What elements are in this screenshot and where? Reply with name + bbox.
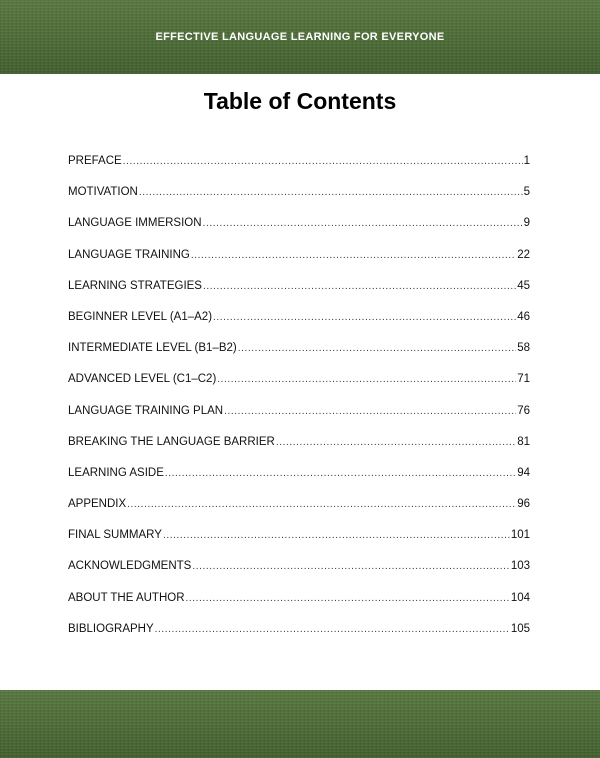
toc-entry-title: PREFACE	[68, 155, 122, 167]
toc-entry-page: 94	[517, 466, 530, 479]
toc-entry-learning-aside[interactable]	[68, 467, 530, 498]
toc-entry-title: ADVANCED LEVEL (C1–C2)	[68, 373, 217, 386]
dot-leader	[276, 437, 516, 448]
toc-entry-final-summary[interactable]	[68, 529, 530, 560]
toc-entry-title: LANGUAGE TRAINING	[68, 248, 190, 261]
toc-entry-page: 71	[517, 373, 530, 386]
dot-leader	[186, 593, 510, 604]
toc-entry-appendix[interactable]	[68, 498, 530, 529]
toc-entry-page: 5	[523, 186, 530, 199]
toc-entry-page: 103	[510, 560, 530, 573]
toc-entry-title: MOTIVATION	[68, 186, 138, 199]
dot-leader	[139, 187, 523, 198]
page-title: Table of Contents	[203, 88, 397, 114]
dot-leader	[127, 499, 516, 510]
toc-entry-page: 76	[517, 404, 530, 417]
toc-entry-title: INTERMEDIATE LEVEL (B1–B2)	[68, 342, 237, 355]
toc-entry-title: BIBLIOGRAPHY	[68, 622, 154, 635]
toc-entry-bibliography[interactable]	[68, 623, 530, 654]
dot-leader	[203, 281, 516, 292]
toc-entry-beginner-level[interactable]	[68, 311, 530, 342]
toc-entry-breaking-the-language-barrier[interactable]	[68, 436, 530, 467]
dot-leader	[163, 530, 510, 541]
toc-entry-title: ACKNOWLEDGMENTS	[68, 560, 192, 573]
toc-entry-page: 1	[523, 155, 530, 167]
toc-entry-language-training[interactable]	[68, 249, 530, 280]
toc-entry-page: 9	[523, 217, 530, 230]
dot-leader	[155, 624, 510, 635]
toc-entry-advanced-level[interactable]	[68, 373, 530, 404]
toc-entry-acknowledgments[interactable]	[68, 560, 530, 591]
dot-leader	[191, 250, 516, 261]
toc-entry-page: 58	[517, 342, 530, 355]
toc-entry-page: 96	[517, 498, 530, 511]
toc-entry-intermediate-level[interactable]	[68, 342, 530, 373]
dot-leader	[123, 156, 523, 167]
dot-leader	[203, 218, 523, 229]
dot-leader	[165, 468, 516, 479]
dot-leader	[224, 406, 516, 417]
toc-entry-title: LANGUAGE TRAINING PLAN	[68, 404, 224, 417]
toc-entry-page: 101	[510, 529, 530, 542]
toc-entry-title: FINAL SUMMARY	[68, 529, 162, 542]
toc-entry-page: 105	[510, 622, 530, 635]
dot-leader	[238, 343, 516, 354]
toc-entry-title: APPENDIX	[68, 498, 127, 511]
dot-leader	[192, 561, 509, 572]
toc-entry-about-the-author[interactable]	[68, 592, 530, 623]
toc-entry-language-immersion[interactable]	[68, 217, 530, 248]
toc-entry-title: LANGUAGE IMMERSION	[68, 217, 202, 230]
toc-entry-title: ABOUT THE AUTHOR	[68, 591, 185, 604]
running-header: EFFECTIVE LANGUAGE LEARNING FOR EVERYONE	[155, 31, 445, 43]
toc-entry-title: LEARNING ASIDE	[68, 466, 164, 479]
toc-entry-language-training-plan[interactable]	[68, 405, 530, 436]
dot-leader	[217, 374, 516, 385]
toc-entry-page: 46	[517, 310, 530, 323]
toc-entry-title: BREAKING THE LANGUAGE BARRIER	[68, 435, 275, 448]
dot-leader	[213, 312, 516, 323]
toc-entry-learning-strategies[interactable]	[68, 280, 530, 311]
footer-band	[0, 690, 600, 758]
toc-entry-motivation[interactable]	[68, 186, 530, 217]
toc-entry-title: BEGINNER LEVEL (A1–A2)	[68, 310, 213, 323]
table-of-contents	[68, 155, 530, 654]
toc-entry-page: 104	[510, 591, 530, 604]
toc-entry-preface[interactable]	[68, 155, 530, 186]
toc-entry-page: 22	[517, 248, 530, 261]
toc-entry-title: LEARNING STRATEGIES	[68, 279, 202, 292]
toc-entry-page: 45	[517, 279, 530, 292]
toc-entry-page: 81	[517, 435, 530, 448]
